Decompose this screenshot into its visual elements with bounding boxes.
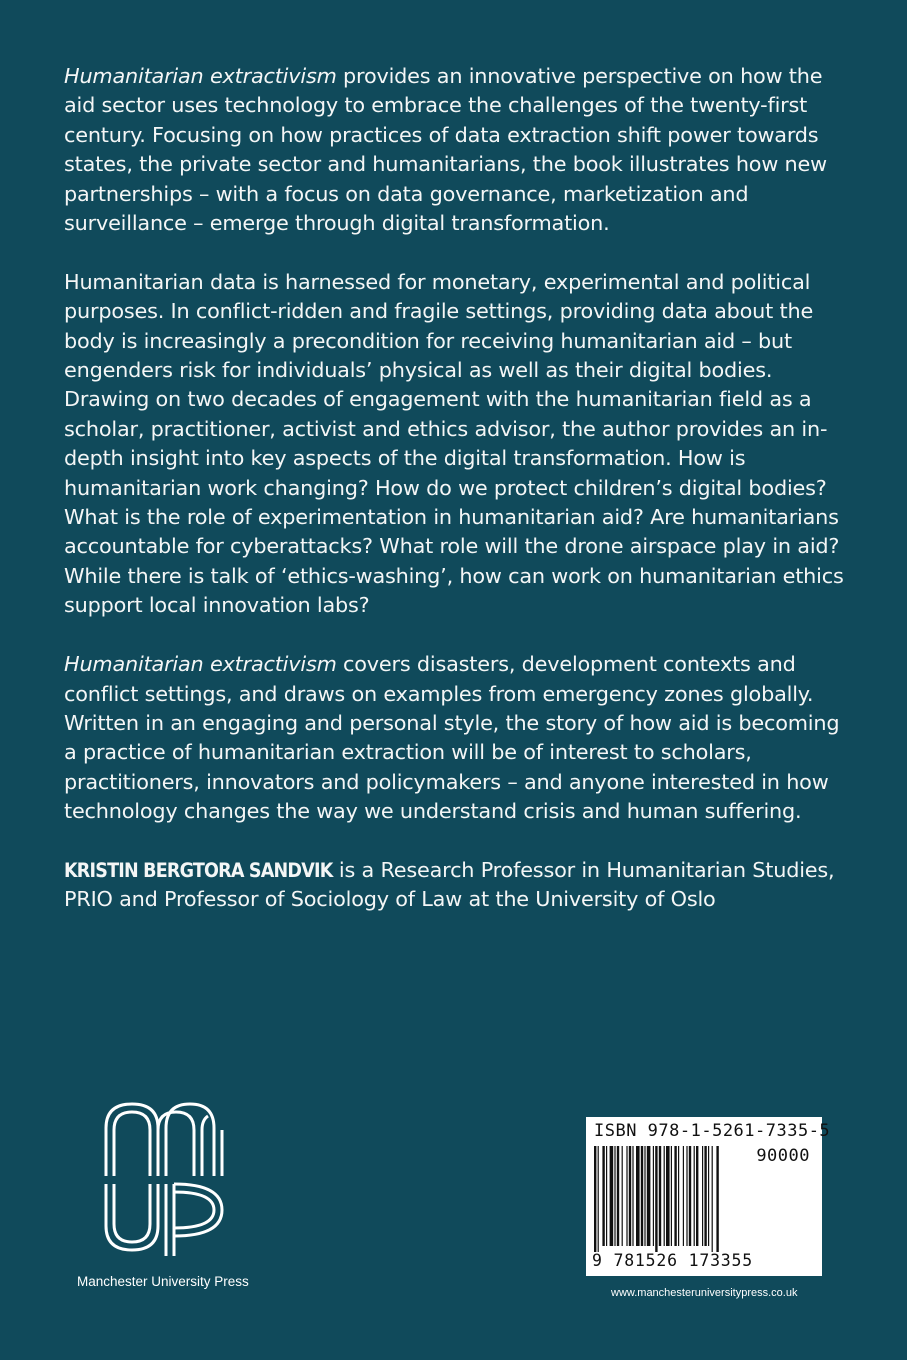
barcode-bar xyxy=(644,1146,645,1246)
barcode-bar xyxy=(626,1146,627,1246)
author-name: KRISTIN BERGTORA SANDVIK xyxy=(64,858,333,882)
barcode-bar xyxy=(702,1146,703,1246)
blurb xyxy=(64,62,844,915)
barcode-bar xyxy=(696,1146,698,1246)
blurb-paragraph-1-text: provides an innovative perspective on how the aid sector uses technology to embrace the challenges of the twenty-first century. Focusing on how practices of data extraction shift power towards states, the private sector and humanitarians, the book illustrates how new partnerships – with a focus on data governance, marketization and surveillance – emerge through digital transformation. xyxy=(64,64,827,236)
book-title-italic: Humanitarian extractivism xyxy=(64,652,337,677)
publisher-name: Manchester University Press xyxy=(77,1274,249,1289)
barcode-bar xyxy=(712,1146,713,1252)
publisher-website: www.manchesteruniversitypress.co.uk xyxy=(611,1287,798,1299)
barcode-bar xyxy=(598,1146,599,1252)
barcode-bar xyxy=(683,1146,684,1246)
barcode-bar xyxy=(641,1146,643,1246)
isbn-number: ISBN 978-1-5261-7335-5 xyxy=(594,1121,831,1141)
mup-logo-icon xyxy=(102,1100,232,1260)
barcode-bar xyxy=(708,1146,709,1246)
barcode-bar xyxy=(686,1146,687,1246)
barcode-bar xyxy=(632,1146,633,1246)
barcode-bar xyxy=(647,1146,651,1246)
barcode-bar xyxy=(666,1146,670,1246)
blurb-paragraph-2: Humanitarian data is harnessed for monetary, experimental and political purposes. In conflict-ridden and fragile settings, providing data about the body is increasingly a precondition for receiving humanitarian aid – but engenders risk for individuals’ physical as well as their digital bodies. Drawing on two decades of engagement with the humanitarian field as a scholar, practitioner, activist and ethics advisor, the author provides an in-depth insight into key aspects of the digital transformation. How is humanitarian work changing? How do we protect children’s digital bodies? What is the role of experimentation in humanitarian aid? Are humanitarians accountable for cyberattacks? What role will the drone airspace play in aid? While there is talk of ‘ethics-washing’, how can work on humanitarian ethics support local innovation labs? xyxy=(64,269,844,618)
barcode-bar xyxy=(594,1146,596,1252)
author-bio-text: is a Research Professor in Humanitarian Studies, PRIO and Professor of Sociology of Law at the University of Oslo xyxy=(64,857,835,912)
barcode-bar xyxy=(716,1146,718,1252)
barcode-bar xyxy=(610,1146,614,1246)
barcode-bar xyxy=(671,1146,672,1246)
blurb-paragraph-1 xyxy=(64,62,844,238)
price-code: 90000 xyxy=(756,1146,810,1166)
barcode-bar xyxy=(659,1146,661,1246)
barcode-bar xyxy=(636,1146,640,1246)
barcode-bar xyxy=(606,1146,607,1246)
book-title-italic: Humanitarian extractivism xyxy=(64,64,337,88)
barcode-bar xyxy=(653,1146,654,1246)
isbn-barcode xyxy=(586,1117,831,1276)
barcode-bar xyxy=(655,1146,657,1252)
barcode-bar xyxy=(614,1146,615,1246)
barcode-bar xyxy=(704,1146,706,1246)
barcode-bar xyxy=(617,1146,619,1246)
blurb-paragraph-3 xyxy=(64,650,844,826)
blurb-paragraph-3-text: covers disasters, development contexts and conflict settings, and draws on examples from emergency zones globally. Written in an engaging and personal style, the story of how aid is becoming a practice of humanitarian extraction will be of interest to scholars, practitioners, innovators and policymakers – and anyone interested in how technology changes the way we understand crisis and human suffering. xyxy=(64,652,840,824)
barcode-bars xyxy=(594,1146,754,1252)
author-bio xyxy=(64,856,844,915)
barcode-bar xyxy=(664,1146,665,1246)
barcode-bar xyxy=(694,1146,695,1246)
barcode-bar xyxy=(629,1146,631,1246)
barcode-bar xyxy=(674,1146,676,1246)
barcode-bar xyxy=(678,1146,679,1246)
barcode-bar xyxy=(602,1146,604,1246)
ean-digits: 9 781526 173355 xyxy=(592,1251,754,1270)
barcode-bar xyxy=(622,1146,623,1246)
barcode-bar xyxy=(689,1146,691,1246)
